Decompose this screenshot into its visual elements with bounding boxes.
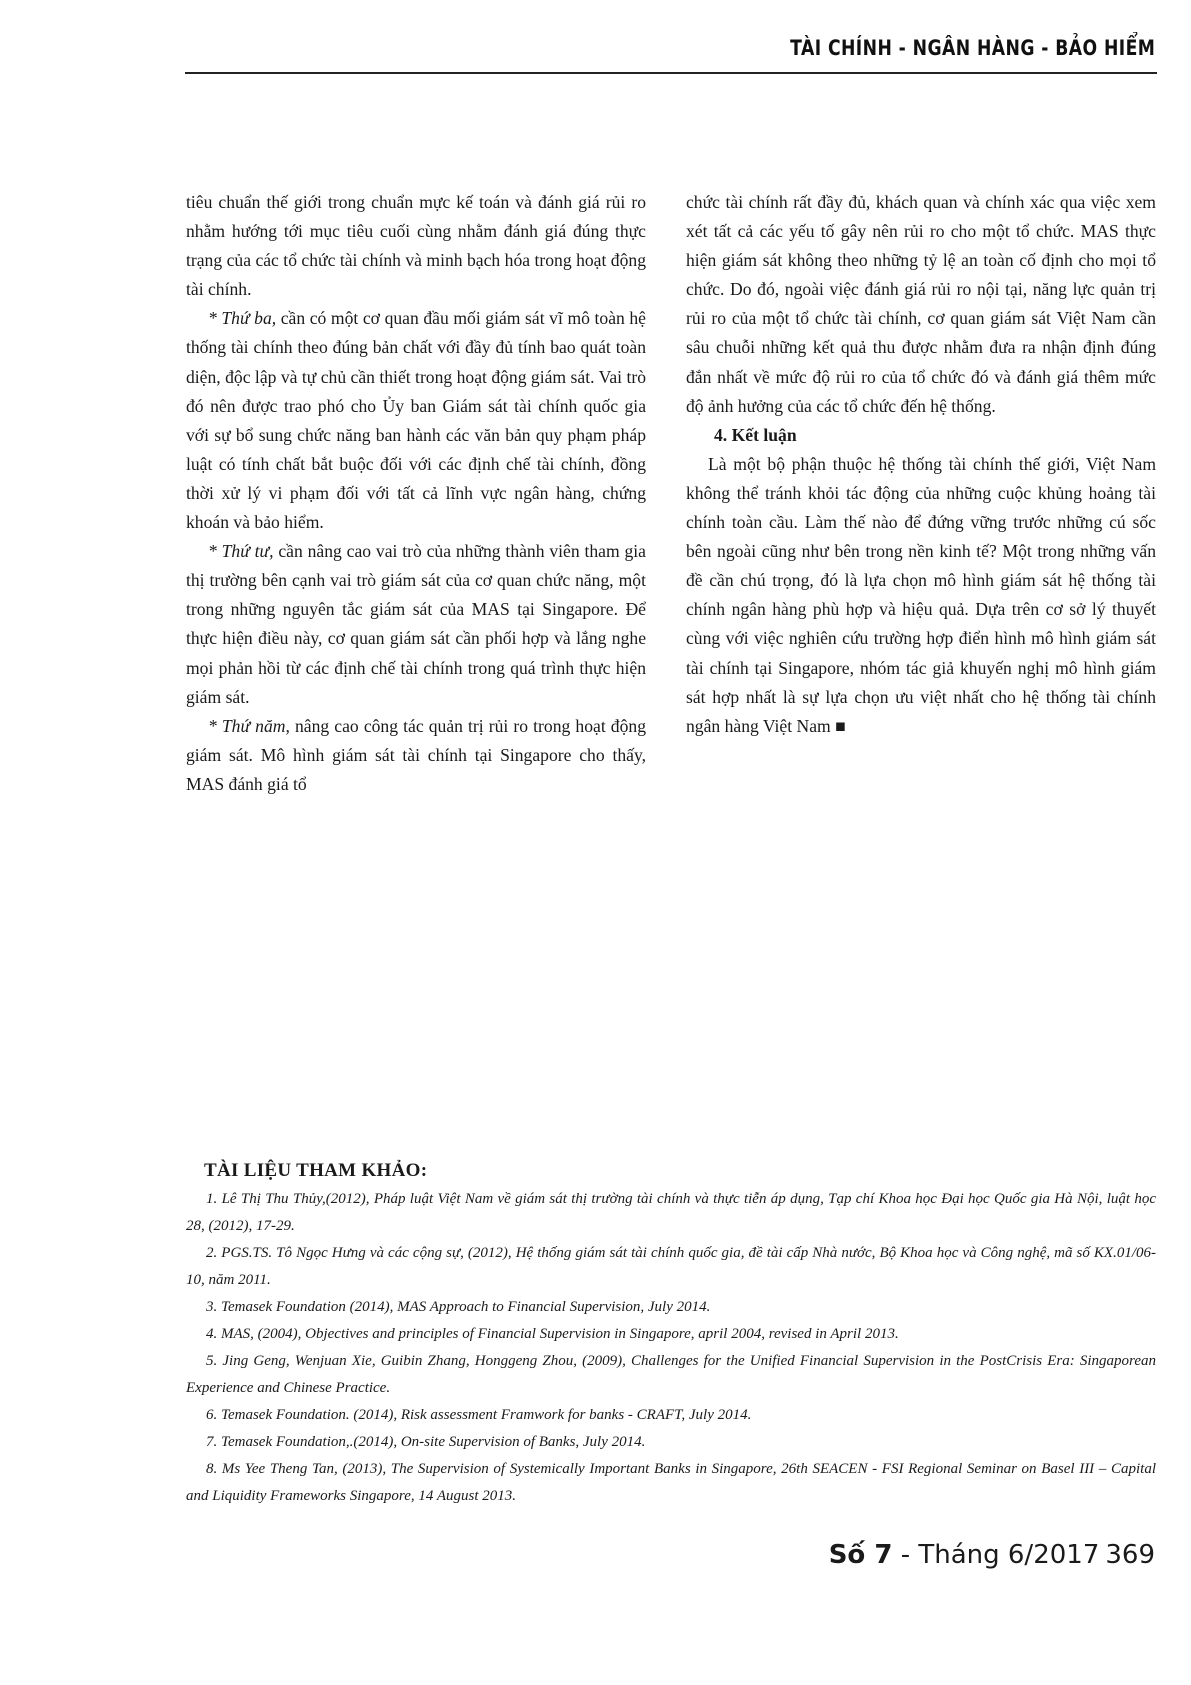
conclusion-paragraph: Là một bộ phận thuộc hệ thống tài chính thế giới, Việt Nam không thể tránh khỏi tác động của những cuộc khủng hoảng tài chính toàn cầu. Làm thế nào để đứng vững trước những cú sốc bên ngoài cũng như bên trong nền kinh tế? Một trong những vấn đề cần chú trọng, đó là lựa chọn mô hình giám sát hệ thống tài chính ngân hàng phù hợp và hiệu quả. Dựa trên cơ sở lý thuyết cùng với việc nghiên cứu trường hợp điển hình mô hình giám sát tài chính tại Singapore, nhóm tác giả khuyến nghị mô hình giám sát hợp nhất là sự lựa chọn ưu việt nhất cho hệ thống tài chính ngân hàng Việt Nam ■ xyxy=(686,453,1156,736)
reference-item: 2. PGS.TS. Tô Ngọc Hưng và các cộng sự, (2012), Hệ thống giám sát tài chính quốc gia, đề tài cấp Nhà nước, Bộ Khoa học và Công nghệ, mã số KX.01/06-10, năm 2011. xyxy=(186,1245,1156,1288)
paragraph xyxy=(186,712,646,799)
issue-number: Số 7 xyxy=(828,1540,893,1570)
reference-item: 8. Ms Yee Theng Tan, (2013), The Supervision of Systemically Important Banks in Singapore, 26th SEACEN - FSI Regional Seminar on Basel III – Capital and Liquidity Frameworks Singapore, 14 August 2013. xyxy=(186,1461,1156,1504)
paragraph-lead: * Thứ năm, xyxy=(208,715,290,736)
references-title: TÀI LIỆU THAM KHẢO: xyxy=(204,1160,428,1181)
page-footer xyxy=(829,1540,1155,1570)
paragraph xyxy=(186,304,646,537)
paragraph: chức tài chính rất đầy đủ, khách quan và chính xác qua việc xem xét tất cả các yếu tố gây nên rủi ro cho một tổ chức. MAS thực hiện giám sát không theo những tỷ lệ an toàn cố định cho mọi tổ chức. Do đó, ngoài việc đánh giá rủi ro nội tại, năng lực quản trị rủi ro của một tổ chức tài chính, cơ quan giám sát Việt Nam cần sâu chuỗi những kết quả thu được nhằm đưa ra nhận định đúng đắn nhất về mức độ rủi ro của tổ chức đó và đánh giá thêm mức độ ảnh hưởng của các tổ chức đến hệ thống. xyxy=(686,192,1156,416)
reference-item: 7. Temasek Foundation,.(2014), On-site Supervision of Banks, July 2014. xyxy=(206,1434,646,1450)
left-column xyxy=(186,188,646,799)
header-divider xyxy=(185,72,1157,74)
issue-date: - Tháng 6/2017 xyxy=(892,1540,1100,1570)
paragraph-text: nâng cao công tác quản trị rủi ro trong hoạt động giám sát. Mô hình giám sát tài chính tại Singapore cho thấy, MAS đánh giá tổ xyxy=(186,715,646,794)
paragraph-lead: * Thứ ba, xyxy=(208,308,277,329)
reference-item: 4. MAS, (2004), Objectives and principles of Financial Supervision in Singapore, april 2004, revised in April 2013. xyxy=(206,1326,899,1342)
reference-item: 3. Temasek Foundation (2014), MAS Approach to Financial Supervision, July 2014. xyxy=(206,1299,711,1315)
paragraph-text: cần có một cơ quan đầu mối giám sát vĩ mô toàn hệ thống tài chính theo đúng bản chất với đầy đủ tính bao quát toàn diện, độc lập và tự chủ cần thiết trong hoạt động giám sát. Vai trò đó nên được trao phó cho Ủy ban Giám sát tài chính quốc gia với sự bổ sung chức năng ban hành các văn bản quy phạm pháp luật có tính chất bắt buộc đối với các định chế tài chính, đồng thời xử lý vi phạm đối với tất cả lĩnh vực ngân hàng, chứng khoán và bảo hiểm. xyxy=(186,308,646,533)
right-column xyxy=(686,188,1156,741)
paragraph-text: cần nâng cao vai trò của những thành viên tham gia thị trường bên cạnh vai trò giám sát của cơ quan chức năng, một trong những nguyên tắc giám sát của MAS tại Singapore. Để thực hiện điều này, cơ quan giám sát cần phối hợp và lắng nghe mọi phản hồi từ các định chế tài chính trong quá trình thực hiện giám sát. xyxy=(186,541,646,707)
paragraph xyxy=(186,537,646,712)
journal-section-title: TÀI CHÍNH - NGÂN HÀNG - BẢO HIỂM xyxy=(789,36,1155,60)
section-heading: 4. Kết luận xyxy=(714,424,797,445)
page-number: 369 xyxy=(1105,1540,1155,1570)
paragraph xyxy=(186,188,646,304)
reference-item: 1. Lê Thị Thu Thủy,(2012), Pháp luật Việt Nam về giám sát thị trường tài chính và thực tiễn áp dụng, Tạp chí Khoa học Đại học Quốc gia Hà Nội, luật học 28, (2012), 17-29. xyxy=(186,1191,1156,1234)
reference-item: 5. Jing Geng, Wenjuan Xie, Guibin Zhang, Honggeng Zhou, (2009), Challenges for the Unified Financial Supervision in the PostCrisis Era: Singaporean Experience and Chinese Practice. xyxy=(186,1353,1156,1396)
references xyxy=(186,1157,1156,1510)
paragraph-text: tiêu chuẩn thế giới trong chuẩn mực kế toán và đánh giá rủi ro nhằm hướng tới mục tiêu cuối cùng nhằm đánh giá đúng thực trạng của các tổ chức tài chính và minh bạch hóa trong hoạt động tài chính. xyxy=(186,192,646,300)
reference-item: 6. Temasek Foundation. (2014), Risk assessment Framwork for banks - CRAFT, July 2014. xyxy=(206,1407,752,1423)
paragraph-lead: * Thứ tư, xyxy=(208,541,274,562)
